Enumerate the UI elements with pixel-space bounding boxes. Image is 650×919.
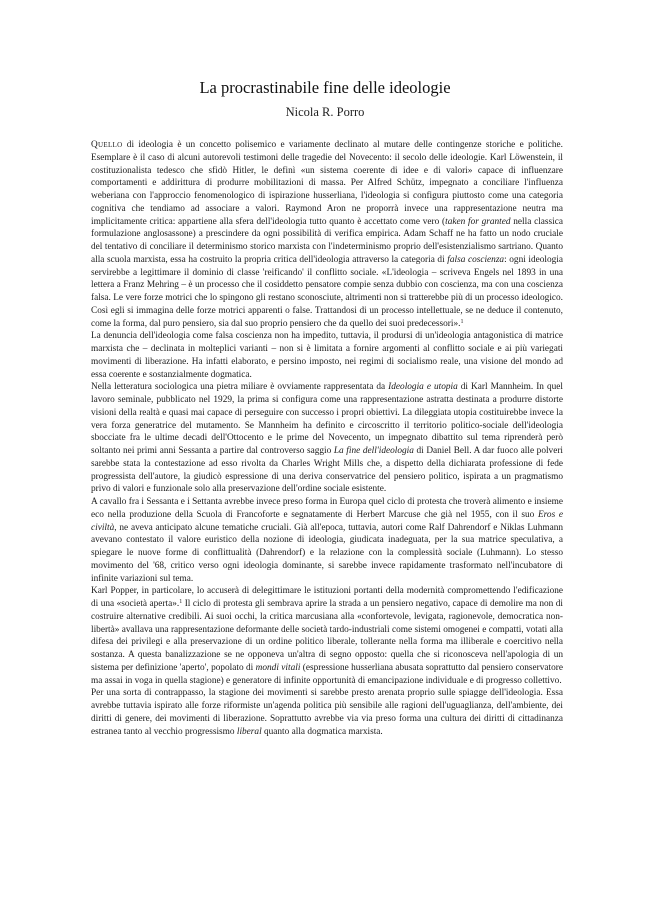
italic-term: liberal	[236, 726, 262, 737]
text-run: di Daniel Bell. A dar fuoco alle polveri sarebbe stata la contestazione ad esso rivolta da Charles Wright Mills che, a dispetto della dichiarata professione di fede progressista dell'autore, la giudicò espressione di una deriva conservatrice del pensiero politico, ispirata a un pragmatismo privo di valori e funzionale solo alla preservazione dell'ordine sociale esistente.	[91, 446, 563, 495]
text-run: A cavallo fra i Sessanta e i Settanta avrebbe invece preso forma in Europa quel ciclo di protesta che troverà alimento e insieme eco nella produzione della Scuola di Francoforte e segnatamente di Herbert Marcuse che già nel 1955, con il suo	[91, 497, 563, 520]
text-run: (espressione husserliana abusata soprattutto dal pensiero conservatore ma assai in voga in quella stagione) e generatore di infinite opportunità di emancipazione individuale e di progresso collettivo.	[91, 662, 563, 686]
text-run: di ideologia è un concetto polisemico e variamente declinato al mutare delle contingenze storiche e politiche. Esemplare è il caso di alcuni autorevoli testimoni delle tragedie del Novecento: il secolo delle ideologie. Karl Löwenstein, il costituzionalista tedesco che sfidò Hitler, le definì «un sistema coerente di idee e di valori» capace di influenzare comportamenti e addirittura di produrre mobilitazioni di massa. Per Alfred Schütz, impegnato a conciliare l'influenza weberiana con l'approccio fenomenologico di ispirazione husserliana, l'ideologia si configura piuttosto come una categoria cognitiva che tendiamo ad associare a valori. Raymond Aron ne proporrà invece una rappresentazione neutra ma implicitamente critica: appartiene alla sfera dell'ideologia tutto quanto è accettato come vero (	[91, 140, 563, 227]
text-run: Nella letteratura sociologica una pietra miliare è ovviamente rappresentata da	[91, 382, 389, 393]
italic-term: Eros e civiltà	[91, 509, 564, 533]
author-name: Nicola R. Porro	[285, 105, 365, 119]
paragraph-2	[91, 330, 563, 381]
paragraph-3	[91, 381, 563, 496]
italic-term: La fine dell'ideologia	[333, 446, 414, 456]
text-run: , ne aveva anticipato alcune tematiche cruciali. Già all'epoca, tuttavia, autori come Ralf Dahrendorf e Niklas Luhmann avevano contestato il valore euristico della nozione di ideologia, giudicata inadeguata, per la sua matrice speculativa, a spiegare le nuove forme di conflittualità (Dahrendorf) e la relazione con la complessità sociale (Luhmann). Lo stesso movimento del '68, critico verso ogni ideologia dominante, si sarebbe invece rapidamente trasformato nell'incubatore di infinite variazioni sul tema.	[91, 522, 563, 584]
text-run: Per una sorta di contrappasso, la stagione dei movimenti si sarebbe presto arenata proprio sulle spiagge dell'ideologia. Essa avrebbe tuttavia ispirato alle forze riformiste un'agenda politica più sensibile alle ragioni dell'uguaglianza, dell'ambiente, dei diritti di genere, dei movimenti di liberazione. Soprattutto avrebbe via via preso forma una cultura dei diritti di cittadinanza estranea tanto al vecchio progressismo	[91, 688, 563, 737]
article-body	[91, 139, 563, 738]
text-run: : ogni ideologia servirebbe a legittimare il dominio di classe 'reificando' il conflitto sociale. «L'ideologia – scriveva Engels nel 1893 in una lettera a Franz Mehring – è un processo che il cosiddetto pensatore compie senza dubbio con coscienza, ma con una coscienza falsa. Le vere forze motrici che lo spingono gli restano sconosciute, altrimenti non si tratterebbe più di un processo ideologico. Così egli si immagina delle forze motrici apparenti o false. Trattandosi di un processo intellettuale, se ne deduce il contenuto, come la forma, dal puro pensiero, sia dal suo proprio pensiero che da quello dei suoi predecessori».	[91, 254, 563, 329]
text-run: di Karl Mannheim. In quel lavoro seminale, pubblicato nel 1929, la prima si configura come una rappresentazione astratta destinata a produrre distorte visioni della realtà e quasi mai capace di perseguire con successo i propri obiettivi. La dileggiata utopia costituirebbe invece la vera forza generatrice del mutamento. Se Mannheim ha definito e circoscritto il territorio politico-sociale dell'ideologia sbocciate fra le ultime decadi dell'Ottocento e le prime del Novecento, un impegnato dibattito sul tema riprenderà però soltanto nei primi anni Sessanta a partire dal controverso saggio	[91, 382, 563, 456]
paragraph-6	[91, 687, 563, 738]
footnote-mark: 1	[460, 318, 464, 325]
text-run: La denuncia dell'ideologia come falsa coscienza non ha impedito, tuttavia, il prodursi di un'ideologia antagonistica di matrice marxista che – declinata in molteplici varianti – non si è limitata a fornire argomenti al conflitto sociale e ai più variegati movimenti di liberazione. Ha infatti elaborato, e persino imposto, nei regimi di socialismo reale, una visione del mondo ad essa coerente e sostanzialmente dogmatica.	[91, 331, 563, 380]
italic-term: Ideologia e utopia	[388, 382, 458, 393]
article-title: La procrastinabile fine delle ideologie	[199, 78, 451, 97]
footnote-mark: 1	[179, 599, 183, 605]
text-run: quanto alla dogmatica marxista.	[261, 726, 383, 737]
paragraph-5	[91, 585, 563, 687]
paragraph-1	[91, 139, 563, 330]
text-run: Karl Popper, in particolare, lo accuserà di delegittimare le istituzioni portanti della modernità compromettendo l'edificazione di una «società aperta».	[91, 586, 563, 609]
paragraph-4	[91, 496, 563, 585]
lead-word: Quello	[91, 140, 123, 150]
italic-term: falsa coscienza	[447, 254, 505, 265]
text-run: Il ciclo di protesta gli sembrava aprire la strada a un pensiero negativo, capace di demolire ma non di costruire alternative credibili. Ai suoi occhi, la critica marcusiana alla «confortevole, levigata, ragionevole, democratica non-libertà» avallava una rappresentazione deformante delle società tardo-industriali come sistemi omogenei e compatti, votati alla difesa dei privilegi e alla preservazione di un ordine politico liberale, tollerante nella forma ma illiberale e coercitivo nella sostanza. A questa banalizzazione se ne opponeva un'altra di segno opposto: quella che si riconosceva nell'apologia di un sistema per definizione 'aperto', popolato di	[91, 599, 563, 673]
italic-term: taken for granted	[445, 216, 511, 227]
italic-term: mondi vitali	[255, 662, 301, 673]
text-run: nella classica formulazione anglosassone) a prescindere da ogni possibilità di verifica empirica. Adam Schaff ne ha fatto un nodo cruciale del tentativo di conciliare il determinismo storico marxista con l'indeterminismo proprio dell'esistenzialismo sartriano. Quanto alla scuola marxista, essa ha costruito la propria critica dell'ideologia attraverso la categoria di	[91, 216, 563, 265]
